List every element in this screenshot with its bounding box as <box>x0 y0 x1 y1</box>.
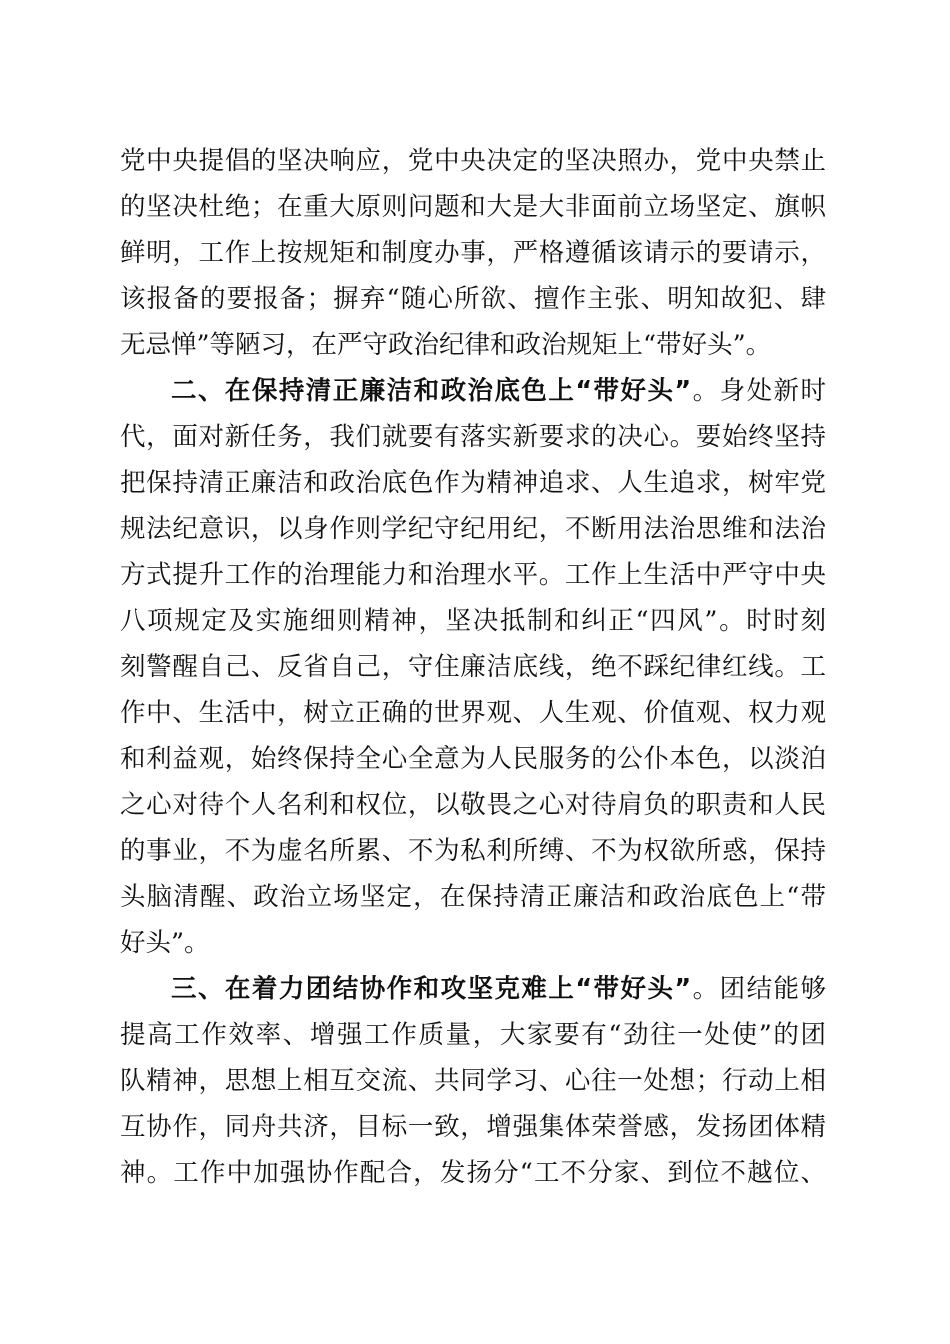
text-line: 好头”。 <box>120 928 210 958</box>
text-line: 刻警醒自己、反省自己，守住廉洁底线，绝不踩纪律红线。工 <box>120 652 826 682</box>
section-heading: 三、在着力团结协作和攻坚克难上“带好头” <box>171 974 692 1004</box>
text-line: 规法纪意识，以身作则学纪守纪用纪，不断用法治思维和法治 <box>120 514 826 544</box>
text-line: 和利益观，始终保持全心全意为人民服务的公仆本色，以淡泊 <box>120 744 826 774</box>
text-line: 代，面对新任务，我们就要有落实新要求的决心。要始终坚持 <box>120 422 826 452</box>
text-span: 。身处新时 <box>691 376 826 406</box>
text-line: 作中、生活中，树立正确的世界观、人生观、价值观、权力观 <box>120 698 826 728</box>
text-line: 鲜明，工作上按规矩和制度办事，严格遵循该请示的要请示， <box>120 238 826 268</box>
text-line: 头脑清醒、政治立场坚定，在保持清正廉洁和政治底色上“带 <box>120 882 826 912</box>
text-line: 把保持清正廉洁和政治底色作为精神追求、人生追求，树牢党 <box>120 468 826 498</box>
text-line: 八项规定及实施细则精神，坚决抵制和纠正“四风”。时时刻 <box>120 606 826 636</box>
text-line: 的事业，不为虚名所累、不为私利所缚、不为权欲所惑，保持 <box>120 836 826 866</box>
text-line: 互协作，同舟共济，目标一致，增强集体荣誉感，发扬团体精 <box>120 1112 826 1142</box>
section-heading-line <box>171 969 826 1009</box>
text-line: 方式提升工作的治理能力和治理水平。工作上生活中严守中央 <box>120 560 826 590</box>
text-span: 。团结能够 <box>691 974 826 1004</box>
text-line: 的坚决杜绝；在重大原则问题和大是大非面前立场坚定、旗帜 <box>120 192 826 222</box>
text-line: 之心对待个人名利和权位，以敬畏之心对待肩负的职责和人民 <box>120 790 826 820</box>
text-line: 无忌惮”等陋习，在严守政治纪律和政治规矩上“带好头”。 <box>120 330 772 360</box>
text-line: 党中央提倡的坚决响应，党中央决定的坚决照办，党中央禁止 <box>120 146 826 176</box>
section-heading: 二、在保持清正廉洁和政治底色上“带好头” <box>171 376 692 406</box>
text-line: 提高工作效率、增强工作质量，大家要有“劲往一处使”的团 <box>120 1020 826 1050</box>
text-line: 队精神，思想上相互交流、共同学习、心往一处想；行动上相 <box>120 1066 826 1096</box>
text-line: 该报备的要报备；摒弃“随心所欲、擅作主张、明知故犯、肆 <box>120 284 826 314</box>
section-heading-line <box>171 371 826 411</box>
text-line: 神。工作中加强协作配合，发扬分“工不分家、到位不越位、 <box>120 1158 826 1188</box>
